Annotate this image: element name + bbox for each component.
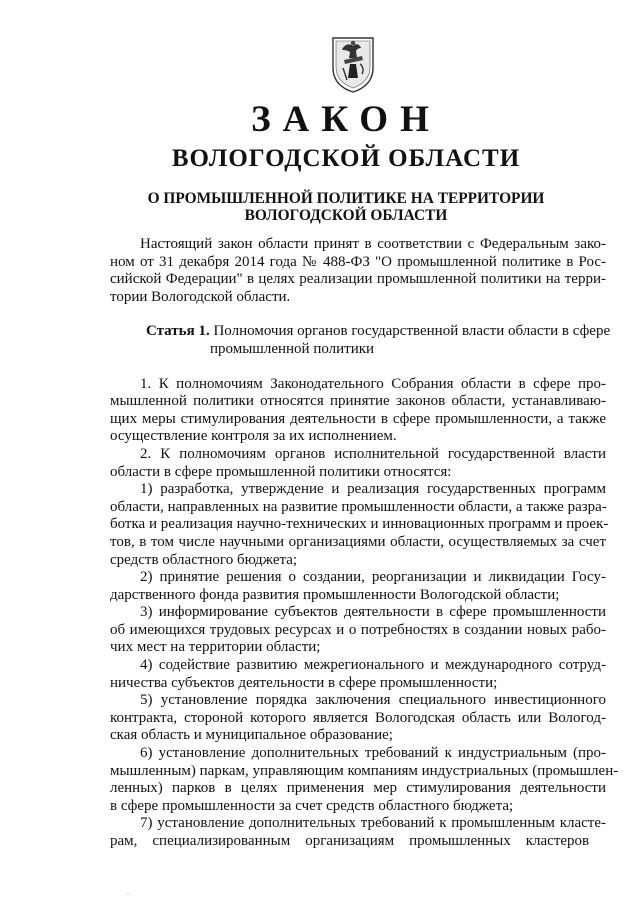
preamble	[110, 236, 606, 306]
text-line: 2) принятие решения о создании, реорганизации и ликвидации Госу-	[140, 569, 606, 586]
text-line: средств областного бюджета;	[110, 551, 298, 568]
text-line: рам, специализированным организациям промышленных кластеров	[110, 833, 590, 849]
law-subtitle	[0, 190, 640, 224]
text-line: ничества субъектов деятельности в сфере промышленности;	[110, 674, 498, 691]
paragraph	[110, 569, 606, 604]
region-title: ВОЛОГОДСКОЙ ОБЛАСТИ	[171, 145, 521, 172]
law-body	[110, 236, 619, 851]
text-line: ленных) парков в целях применения мер стимулирования деятельности	[110, 780, 606, 797]
text-line: 3) информирование субъектов деятельности в сфере промышленности	[140, 604, 606, 621]
text-line: тории Вологодской области.	[110, 288, 291, 305]
law-title: ЗАКОН	[251, 99, 441, 140]
text-line: мышленным) паркам, управляющим компаниям индустриальных (промышлен-	[110, 762, 619, 779]
text-line: контракта, стороной которого является Вологодская область или Вологод-	[110, 709, 606, 726]
paragraph	[110, 376, 606, 446]
text-line: в сфере промышленности за счет средств областного бюджета;	[110, 797, 514, 814]
text-line: щих меры стимулирования деятельности в сфере промышленности, а также	[110, 410, 606, 427]
article-title-cont: промышленной политики	[210, 340, 375, 357]
text-line: ская область и муниципальное образование;	[110, 727, 393, 744]
text-line: ном от 31 декабря 2014 года № 488-ФЗ "О промышленной политике в Рос-	[110, 253, 606, 270]
text-line: 7) установление дополнительных требований к промышленным класте-	[140, 815, 606, 832]
text-line: 2. К полномочиям органов исполнительной государственной власти	[140, 445, 606, 462]
subtitle-line: ВОЛОГОДСКОЙ ОБЛАСТИ	[244, 207, 448, 224]
article-label: Статья 1.	[146, 323, 210, 340]
text-line: области, направленных на развитие промышленности области, а также разра-	[110, 498, 607, 515]
text-line: Настоящий закон области принят в соответствии с Федеральным зако-	[140, 236, 606, 252]
text-line: об имеющихся трудовых ресурсах и о потребностях в создании новых рабо-	[110, 621, 606, 638]
text-line: мышленной политики относятся принятие законов области, устанавливаю-	[110, 393, 606, 410]
paragraph	[110, 745, 619, 815]
paragraph	[110, 604, 606, 657]
paragraph	[110, 481, 609, 569]
scan-marks: ' '	[126, 893, 130, 899]
text-line: чих мест на территории области;	[110, 639, 321, 656]
coat-of-arms-icon	[330, 34, 376, 94]
paragraph	[110, 692, 606, 745]
text-line: осуществление контроля за их исполнением.	[110, 428, 397, 445]
text-line: сийской Федерации" в целях реализации промышленной политики на терри-	[110, 271, 606, 288]
text-line: ботка и реализация научно-технических и инновационных программ и проек-	[110, 516, 609, 533]
article-title: Полномочия органов государственной власти области в сфере	[213, 323, 611, 340]
text-line: тов, в том числе научными организациями области, осуществляемых за счет	[110, 533, 606, 550]
article-heading	[110, 323, 611, 358]
paragraph	[110, 657, 606, 692]
paragraph	[110, 446, 606, 481]
paragraph	[110, 815, 606, 850]
text-line: области в сфере промышленной политики относятся:	[110, 463, 452, 480]
text-line: 6) установление дополнительных требований к индустриальным (про-	[140, 745, 606, 762]
subtitle-line: О ПРОМЫШЛЕННОЙ ПОЛИТИКЕ НА ТЕРРИТОРИИ	[147, 190, 545, 207]
text-line: 4) содействие развитию межрегионального и международного сотруд-	[140, 657, 606, 674]
text-line: дарственного фонда развития промышленности Вологодской области;	[110, 586, 560, 603]
text-line: 1) разработка, утверждение и реализация государственных программ	[140, 481, 606, 498]
text-line: 5) установление порядка заключения специального инвестиционного	[140, 692, 606, 709]
text-line: 1. К полномочиям Законодательного Собрания области в сфере про-	[140, 375, 606, 392]
